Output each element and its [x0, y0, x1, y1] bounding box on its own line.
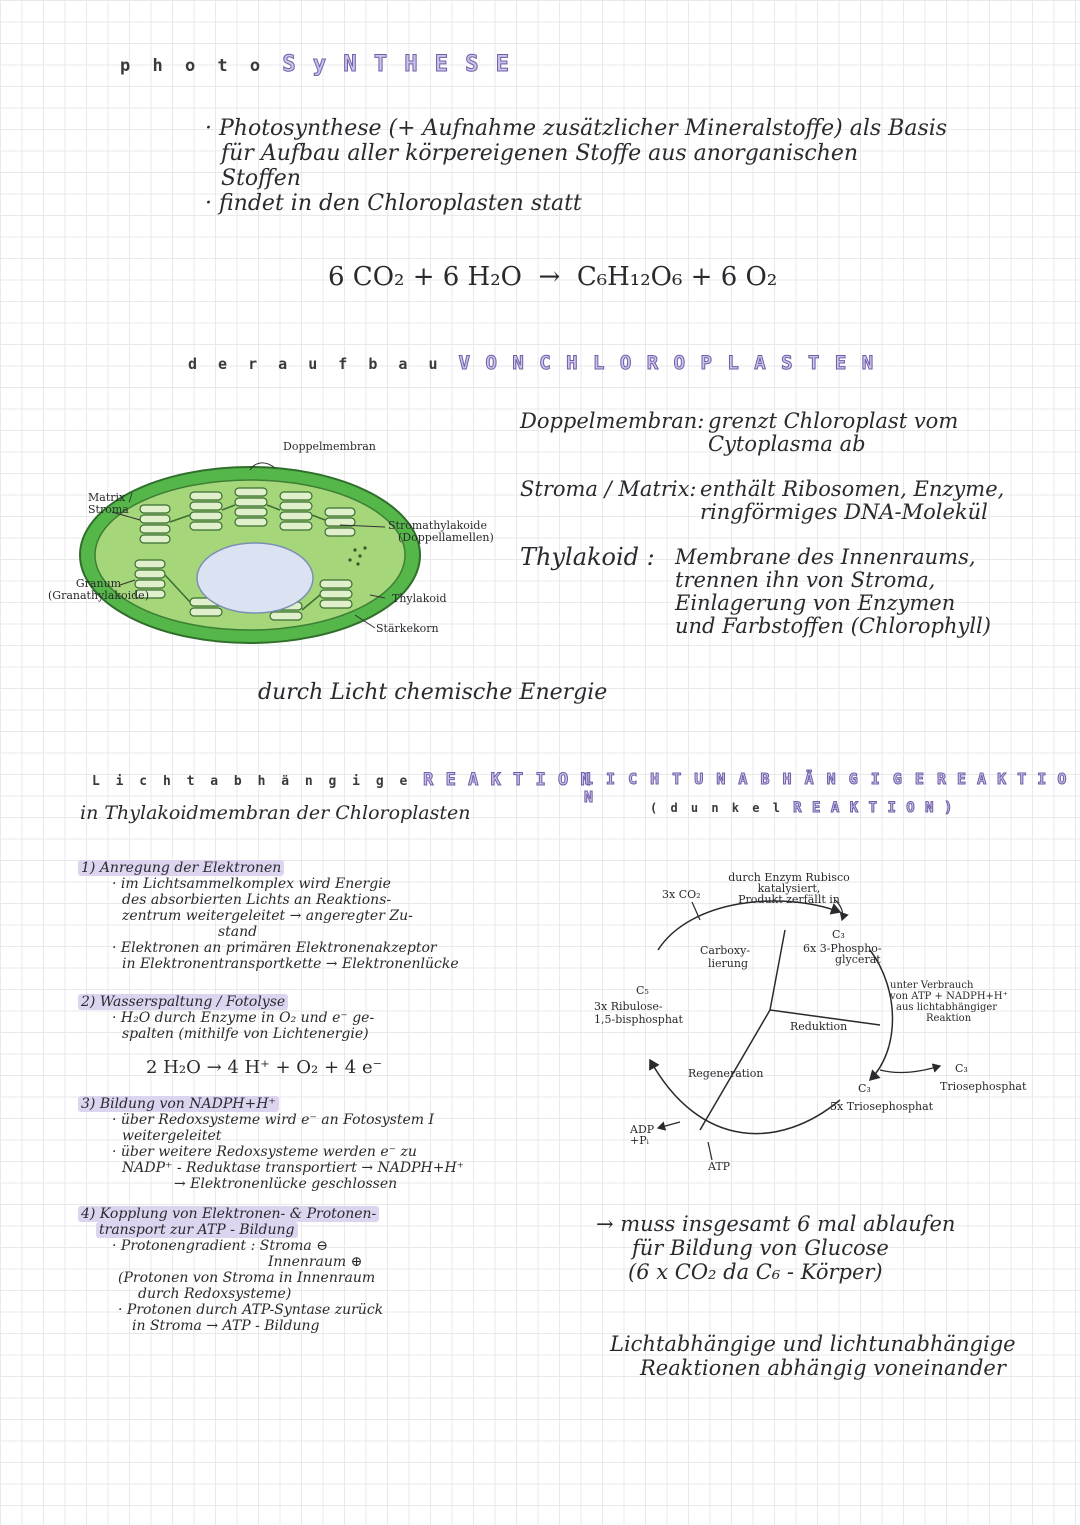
cycle-notes: [596, 1212, 955, 1284]
step-line: · im Lichtsammelkomplex wird Energie: [112, 876, 391, 892]
adp-line: ADP: [630, 1123, 655, 1136]
starch-grain: [197, 543, 313, 613]
licht-steps: [78, 860, 548, 1334]
definition-line: enthält Ribosomen, Enzyme,: [700, 477, 1005, 501]
aufbau-heading-strong: V O N C H L O R O P L A S T E N: [458, 352, 876, 374]
licht-step-1: [78, 860, 548, 972]
intro-line-2: für Aufbau aller körpereigenen Stoffe aus anorganischen: [221, 141, 859, 166]
intro-line: [205, 141, 965, 166]
carboxylierung-line: lierung: [708, 957, 749, 970]
cycle-note-line: für Bildung von Glucose: [632, 1236, 889, 1260]
step-line: spalten (mithilfe von Lichtenergie): [122, 1026, 369, 1042]
step-line: stand: [218, 924, 258, 940]
step-title: 4) Kopplung von Elektronen- & Protonen-: [78, 1206, 379, 1222]
definition-line: Einlagerung von Enzymen: [675, 591, 956, 615]
dunkel-subheading-light: ( d u n k e l: [650, 801, 794, 815]
licht-heading-strong: R E A K T I O N: [423, 770, 592, 790]
adp-line: +Pᵢ: [630, 1134, 649, 1147]
definition-stroma: [520, 478, 1060, 524]
label-granum: [48, 578, 149, 602]
cycle-input-co2: 3x CO₂: [662, 888, 701, 901]
definition-term: Doppelmembran:: [520, 409, 705, 433]
intro-line: [205, 166, 965, 191]
licht-heading: [92, 770, 592, 790]
step-line: · H₂O durch Enzyme in O₂ und e⁻ ge-: [112, 1010, 375, 1026]
enzyme-note-line: Produkt zerfällt in: [738, 893, 840, 906]
licht-heading-light: L i c h t a b h ä n g i g e: [92, 774, 424, 789]
cycle-carboxylierung: [700, 944, 750, 970]
definition-term: Thylakoid :: [520, 543, 655, 571]
step-title-2: transport zur ATP - Bildung: [96, 1222, 298, 1238]
step-title: 3) Bildung von NADPH+H⁺: [78, 1096, 279, 1112]
definitions-block: [520, 410, 1060, 638]
cycle-c5: C₅: [636, 984, 649, 997]
dunkel-subheading-strong: R E A K T I O N ): [793, 800, 954, 816]
final-note-line: Reaktionen abhängig voneinander: [640, 1356, 1006, 1380]
step-line: · über Redoxsysteme wird e⁻ an Fotosystem I: [112, 1112, 434, 1128]
step-line: · Protonengradient : Stroma ⊖: [112, 1238, 328, 1254]
definition-doppelmembran: [520, 410, 1060, 456]
step-line: zentrum weitergeleitet → angeregter Zu-: [122, 908, 413, 924]
adp-arrow: [658, 1122, 680, 1128]
label-granum-main: Granum: [75, 577, 122, 590]
aufbau-heading-light: d e r a u f b a u: [188, 355, 459, 373]
definition-line: trennen ihn von Stroma,: [675, 568, 936, 592]
cycle-regeneration: Regeneration: [688, 1067, 764, 1080]
enzyme-note-line: durch Enzym Rubisco: [728, 871, 850, 884]
photosynthesis-equation: 6 CO₂ + 6 H₂O → C₆H₁₂O₆ + 6 O₂: [328, 262, 778, 292]
title-light: p h o t o: [120, 56, 283, 76]
step-line: NADP⁺ - Reduktase transportiert → NADPH+H⁺: [122, 1160, 465, 1176]
cycle-c3-bottom: C₃: [858, 1082, 871, 1095]
verbrauch-line: unter Verbrauch: [890, 980, 974, 991]
cycle-c3-right: C₃: [955, 1062, 968, 1075]
definition-term: Stroma / Matrix:: [520, 477, 697, 501]
intro-line: · findet in den Chloroplasten statt: [205, 191, 582, 216]
definition-text: [708, 410, 958, 456]
verbrauch-line: Reaktion: [926, 1013, 972, 1024]
step-line: · Elektronen an primären Elektronenakzeptor: [112, 940, 437, 956]
phosphoglycerat-line: 6x 3-Phospho-: [803, 942, 882, 955]
dunkel-subheading: [650, 800, 953, 816]
step-line: in Stroma → ATP - Bildung: [132, 1318, 320, 1334]
cycle-triosephosphat-bottom: 5x Triosephosphat: [830, 1100, 934, 1113]
label-stromathylakoide-sub: (Doppellamellen): [398, 531, 494, 544]
step-line: in Elektronentransportkette → Elektronenlücke: [122, 956, 459, 972]
triose-branch-arrow: [880, 1066, 940, 1073]
step-line: · Protonen durch ATP-Syntase zurück: [118, 1302, 384, 1318]
final-note-line: Lichtabhängige und lichtunabhängige: [610, 1332, 1016, 1356]
label-stromathylakoide: [388, 520, 494, 544]
verbrauch-line: aus lichtabhängiger: [896, 1002, 998, 1013]
ribulose-line: 3x Ribulose-: [594, 1000, 663, 1013]
cycle-adp: [630, 1124, 654, 1146]
step-title: 1) Anregung der Elektronen: [78, 860, 284, 876]
label-stromathylakoide-main: Stromathylakoide: [388, 519, 487, 532]
cycle-triosephosphat-right: Triosephosphat: [940, 1080, 1027, 1093]
intro-line-1: Photosynthese (+ Aufnahme zusätzlicher Mineralstoffe) als Basis: [219, 116, 948, 141]
final-note: [610, 1332, 1016, 1380]
cycle-note-line: (6 x CO₂ da C₆ - Körper): [628, 1260, 883, 1284]
step-line: weitergeleitet: [122, 1128, 222, 1144]
cycle-verbrauch: [890, 980, 1008, 1024]
licht-step-2: [78, 994, 548, 1076]
definition-line: grenzt Chloroplast vom: [708, 409, 959, 433]
licht-step-4: [78, 1206, 548, 1334]
intro-line-3: Stoffen: [221, 166, 301, 191]
title-strong: S y N T H E S E: [282, 52, 512, 77]
step-line: (Protonen von Stroma in Innenraum: [118, 1270, 376, 1286]
label-granum-sub: (Granathylakoide): [48, 589, 149, 602]
licht-step-3: [78, 1096, 548, 1192]
definition-line: ringförmiges DNA-Molekül: [700, 500, 988, 524]
aufbau-heading: [188, 352, 875, 374]
licht-subtitle: in Thylakoidmembran der Chloroplasten: [80, 802, 471, 824]
intro-line-4: findet in den Chloroplasten statt: [219, 191, 582, 216]
energy-note: durch Licht chemische Energie: [258, 680, 608, 705]
dunkel-heading-strong: R E A K T I O N: [584, 770, 1068, 806]
step-line: durch Redoxsysteme): [138, 1286, 292, 1302]
cycle-phosphoglycerat: [803, 943, 882, 965]
dunkel-heading-light: L I C H T U N A B H Ä N G I G E: [584, 770, 937, 788]
label-matrix: Matrix / Stroma: [88, 491, 133, 516]
label-doppelmembran: Doppelmembran: [283, 440, 376, 453]
enzyme-note-line: katalysiert,: [757, 882, 821, 895]
carboxylierung-line: Carboxy-: [700, 944, 751, 957]
definition-line: Cytoplasma ab: [708, 432, 866, 456]
cycle-ribulose: [594, 1000, 683, 1026]
cycle-c3-top: C₃: [832, 928, 845, 941]
step-line: Innenraum ⊕: [268, 1254, 363, 1270]
label-thylakoid: Thylakoid: [392, 592, 447, 605]
definition-text: [700, 478, 1004, 524]
ribulose-line: 1,5-bisphosphat: [594, 1013, 683, 1026]
definition-line: und Farbstoffen (Chlorophyll): [675, 614, 991, 638]
cycle-enzyme-note: [724, 872, 854, 905]
step-title: 2) Wasserspaltung / Fotolyse: [78, 994, 288, 1010]
step-line: des absorbierten Lichts an Reaktions-: [122, 892, 392, 908]
verbrauch-line: von ATP + NADPH+H⁺: [890, 991, 1008, 1002]
cycle-reduktion: Reduktion: [790, 1020, 848, 1033]
definition-line: Membrane des Innenraums,: [675, 545, 976, 569]
atp-arrow: [708, 1142, 712, 1160]
intro-line: · Photosynthese (+ Aufnahme zusätzlicher Mineralstoffe) als Basis: [205, 116, 948, 141]
intro-block: [205, 116, 965, 216]
cycle-divider-1: [770, 930, 785, 1010]
cycle-note-line: → muss insgesamt 6 mal ablaufen: [596, 1212, 956, 1236]
label-staerkekorn: Stärkekorn: [376, 622, 439, 635]
step-equation: 2 H₂O → 4 H⁺ + O₂ + 4 e⁻: [146, 1057, 383, 1078]
definition-thylakoid: [520, 543, 1060, 638]
step-line: → Elektronenlücke geschlossen: [174, 1176, 398, 1192]
step-line: · über weitere Redoxsysteme werden e⁻ zu: [112, 1144, 417, 1160]
phosphoglycerat-line: glycerat: [835, 953, 881, 966]
page-title: [120, 52, 511, 77]
definition-text: [675, 546, 991, 638]
cycle-atp: ATP: [708, 1160, 731, 1173]
